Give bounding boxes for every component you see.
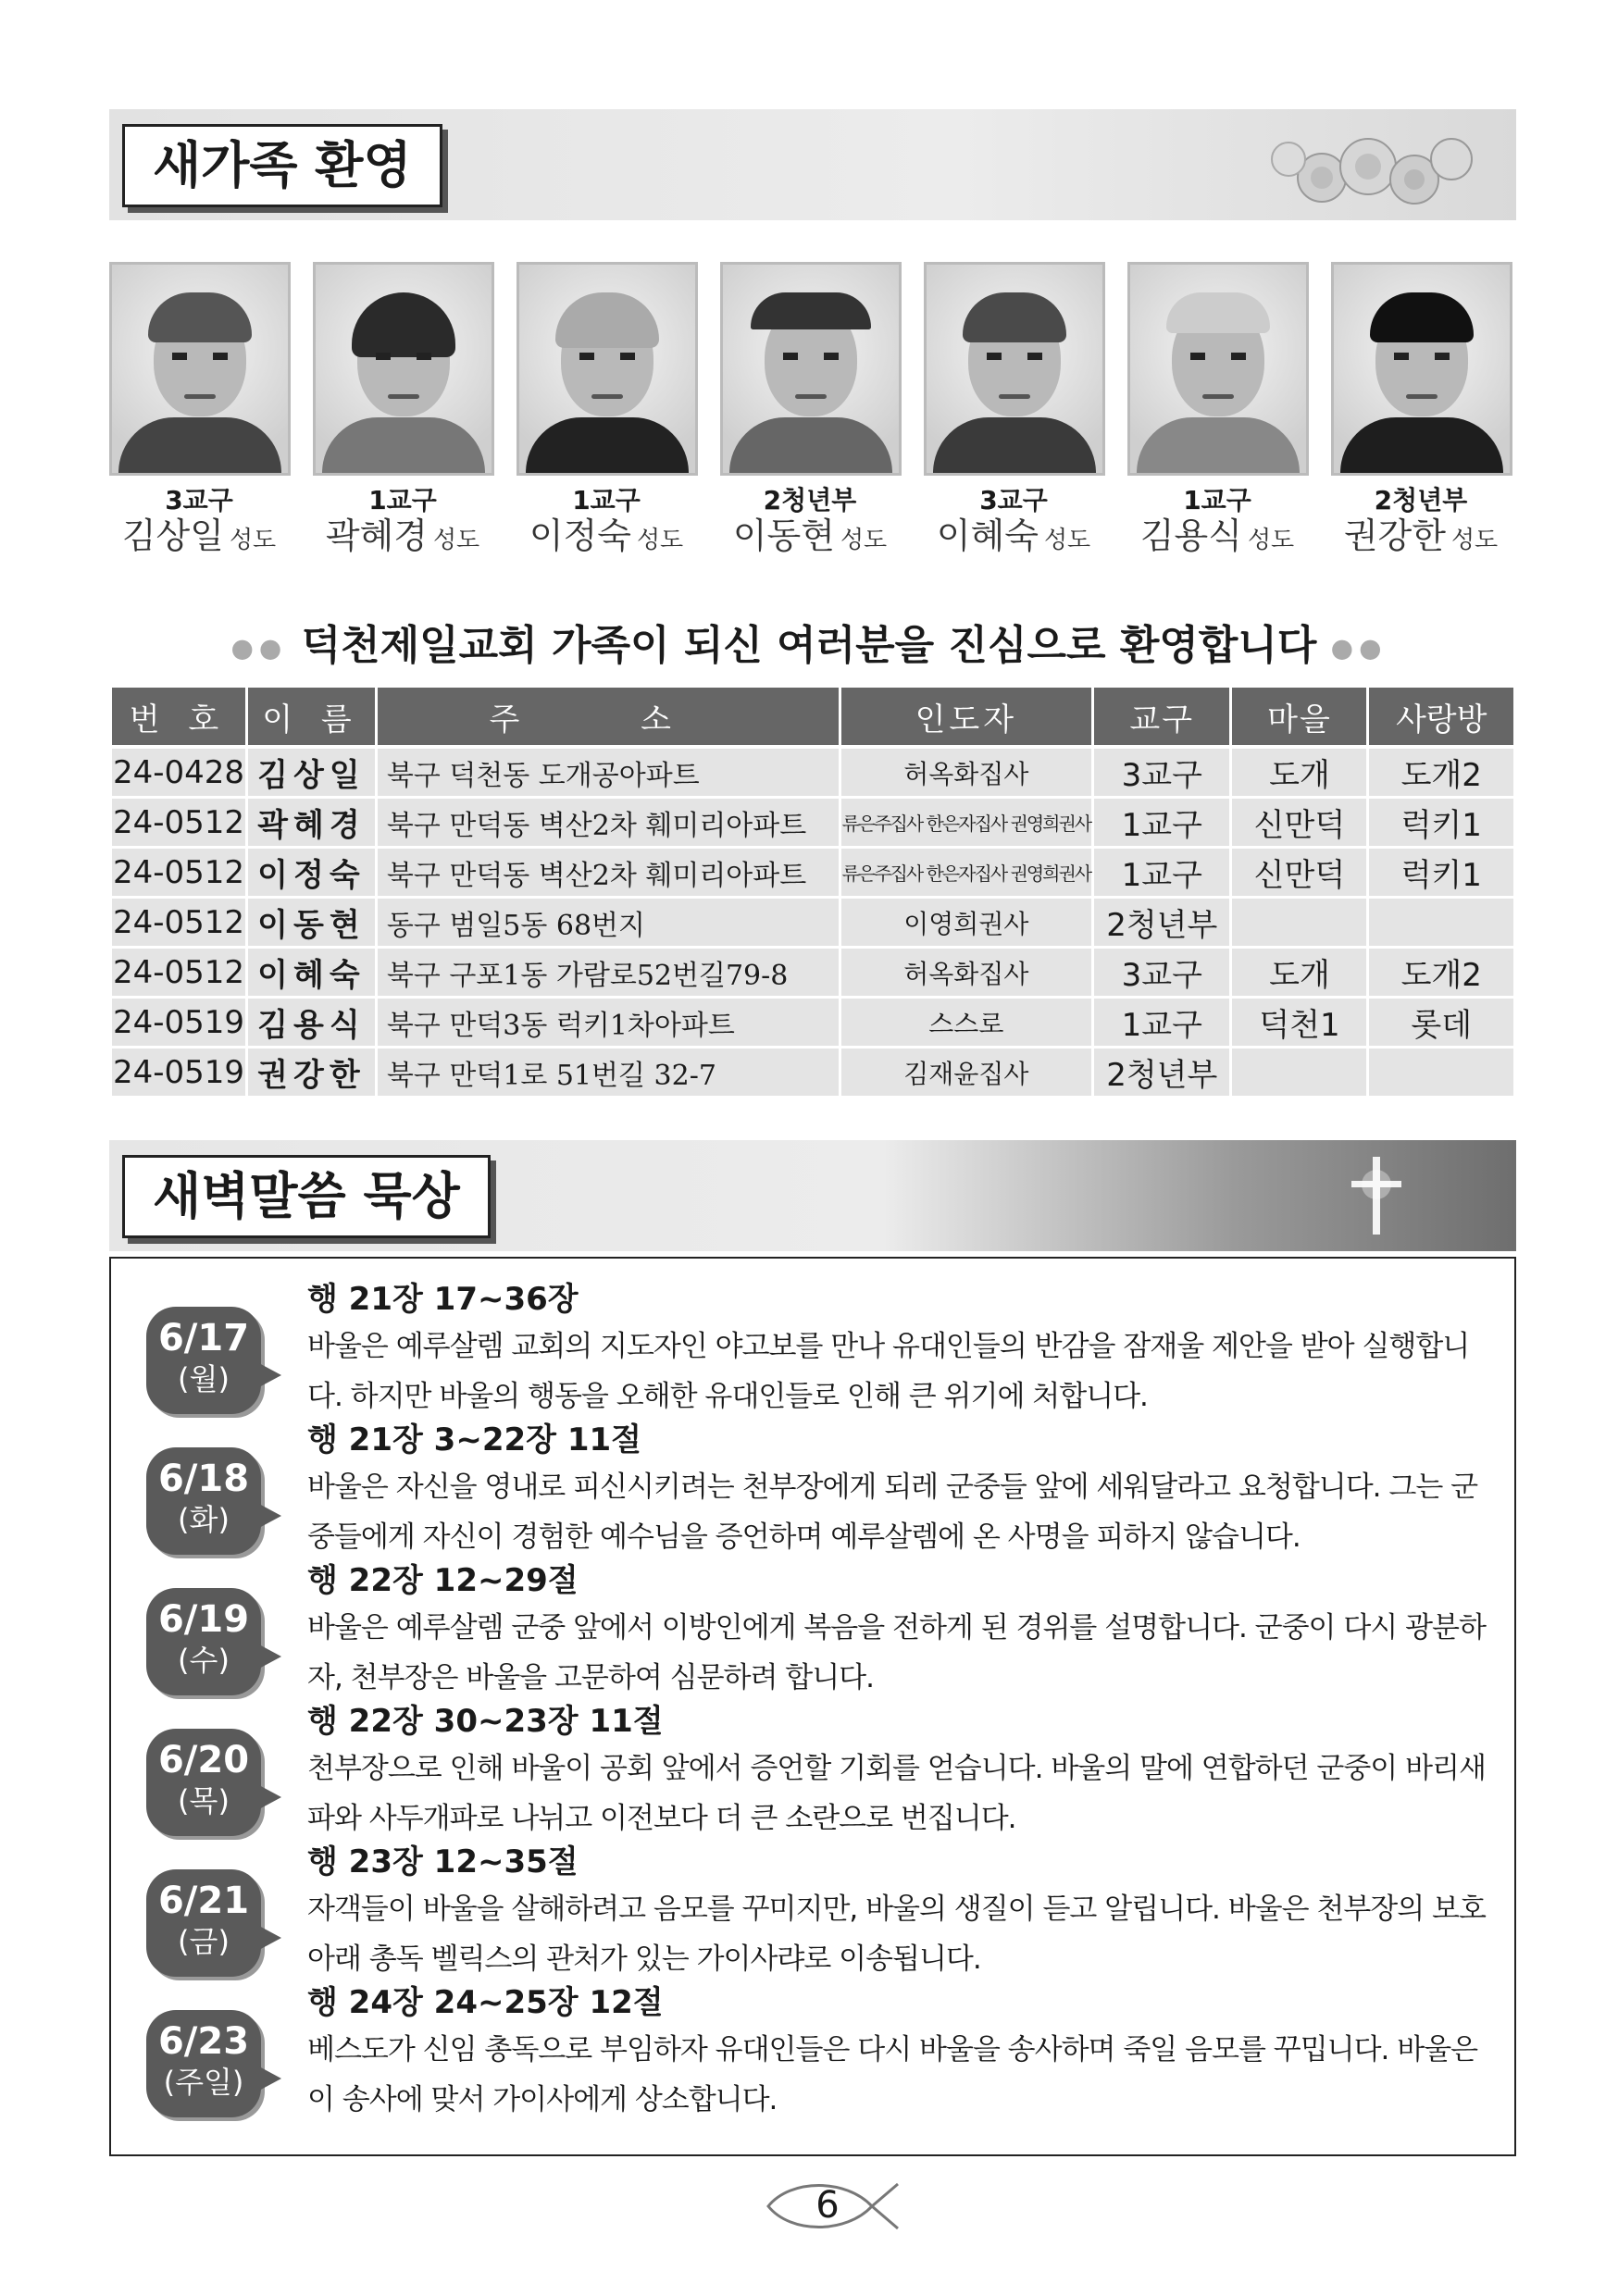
- member-card: [1331, 262, 1511, 562]
- col-header-name: 이 름: [248, 688, 375, 749]
- welcome-section-header: [109, 109, 1516, 220]
- devotion-text: 바울은 예루살렘 군중 앞에서 이방인에게 복음을 전하게 된 경위를 설명합니다. 군중이 다시 광분하자, 천부장은 바울을 고문하여 심문하려 합니다.: [307, 1611, 1486, 1694]
- member-dept: 1교구: [1183, 485, 1251, 515]
- member-card: [924, 262, 1103, 562]
- member-dept: 2청년부: [763, 485, 857, 515]
- date-bubble: 6/19 (수): [146, 1588, 261, 1695]
- welcome-section-title: 새가족 환영: [122, 124, 442, 207]
- devotion-text: 베스도가 신임 총독으로 부임하자 유대인들은 다시 바울을 송사하며 죽일 음모를 꾸밉니다. 바울은 이 송사에 맞서 가이사에게 상소합니다.: [307, 2033, 1478, 2116]
- member-card: [313, 262, 492, 562]
- scripture-ref: 행 24장 24~25장 12절: [307, 1984, 664, 2021]
- member-dept: 1교구: [572, 485, 641, 515]
- devotion-text: 자객들이 바울을 살해하려고 음모를 꾸미지만, 바울의 생질이 듣고 알립니다. 바울은 천부장의 보호 아래 총독 벨릭스의 관처가 있는 가이사랴로 이송됩니다.: [307, 1893, 1486, 1976]
- page-number: 6: [763, 2173, 902, 2240]
- member-photo: [1331, 262, 1512, 476]
- member-photo: [1127, 262, 1309, 476]
- member-name: 김상일 성도: [121, 515, 277, 556]
- col-header-address: 주 소: [378, 688, 839, 749]
- table-row: 24-0519 권강한 북구 만덕1로 51번길 32-7 김재윤집사 2청년부: [112, 1049, 1513, 1098]
- member-photo: [313, 262, 494, 476]
- table-row: 24-0512 이동현 동구 범일5동 68번지 이영희권사 2청년부: [112, 899, 1513, 949]
- date-bubble: 6/17 (월): [146, 1307, 261, 1414]
- date-bubble: 6/18 (화): [146, 1447, 261, 1555]
- col-header-number: 번 호: [112, 688, 245, 749]
- dots-left-icon: ●●: [230, 632, 288, 664]
- member-photo: [109, 262, 291, 476]
- roses-icon: [1266, 122, 1488, 207]
- devotion-section-header: [109, 1140, 1516, 1251]
- member-name: 이혜숙 성도: [936, 515, 1091, 556]
- member-name: 권강한 성도: [1343, 515, 1499, 556]
- scripture-ref: 행 23장 12~35절: [307, 1843, 579, 1880]
- member-name: 이정숙 성도: [529, 515, 684, 556]
- col-header-village: 마을: [1232, 688, 1366, 749]
- member-dept: 3교구: [165, 485, 233, 515]
- date-bubble: 6/21 (금): [146, 1869, 261, 1977]
- col-header-dept: 교구: [1094, 688, 1229, 749]
- col-header-guide: 인도자: [841, 688, 1092, 749]
- registration-table: [109, 688, 1516, 1098]
- table-header-row: [112, 688, 1513, 749]
- member-card: [1127, 262, 1307, 562]
- welcome-message: ●● 덕천제일교회 가족이 되신 여러분을 진심으로 환영합니다 ●●: [230, 622, 1388, 669]
- table-row: 24-0519 김용식 북구 만덕3동 럭키1차아파트 스스로 1교구 덕천1 롯데: [112, 999, 1513, 1049]
- devotion-text: 천부장으로 인해 바울이 공회 앞에서 증언할 기회를 얻습니다. 바울의 말에 연합하던 군중이 바리새파와 사두개파로 나뉘고 이전보다 더 큰 소란으로 번집니다.: [307, 1752, 1486, 1835]
- scripture-ref: 행 21장 17~36장: [307, 1281, 579, 1318]
- member-dept: 1교구: [368, 485, 437, 515]
- scripture-ref: 행 22장 12~29절: [307, 1562, 579, 1599]
- member-card: [720, 262, 900, 562]
- member-card: [109, 262, 289, 562]
- col-header-group: 사랑방: [1369, 688, 1513, 749]
- cross-icon: [1331, 1149, 1424, 1242]
- table-row: 24-0428 김상일 북구 덕천동 도개공아파트 허옥화집사 3교구 도개 도개2: [112, 749, 1513, 799]
- member-dept: 2청년부: [1374, 485, 1468, 515]
- dots-right-icon: ●●: [1330, 632, 1388, 664]
- member-name: 곽혜경 성도: [325, 515, 480, 556]
- scripture-ref: 행 21장 3~22장 11절: [307, 1421, 641, 1458]
- date-bubble: 6/23 (주일): [146, 2010, 261, 2117]
- devotion-text: 바울은 자신을 영내로 피신시키려는 천부장에게 되레 군중들 앞에 세워달라고 요청합니다. 그는 군중들에게 자신이 경험한 예수님을 증언하며 예루살렘에 온 사명을 피하지 않습니다.: [307, 1471, 1478, 1554]
- table-row: 24-0512 이혜숙 북구 구포1동 가람로52번길79-8 허옥화집사 3교구 도개 도개2: [112, 949, 1513, 999]
- date-bubble: 6/20 (목): [146, 1729, 261, 1836]
- member-card: [517, 262, 696, 562]
- table-row: 24-0512 이정숙 북구 만덕동 벽산2차 훼미리아파트 류은주집사 한은자집사 권영희권사 1교구 신만덕 럭키1: [112, 849, 1513, 899]
- member-name: 김용식 성도: [1139, 515, 1295, 556]
- devotion-list: [109, 1257, 1516, 2156]
- member-dept: 3교구: [979, 485, 1048, 515]
- member-photo: [517, 262, 698, 476]
- table-row: 24-0512 곽혜경 북구 만덕동 벽산2차 훼미리아파트 류은주집사 한은자집사 권영희권사 1교구 신만덕 럭키1: [112, 799, 1513, 849]
- devotion-section-title: 새벽말씀 묵상: [122, 1155, 491, 1238]
- member-photo: [720, 262, 902, 476]
- scripture-ref: 행 22장 30~23장 11절: [307, 1703, 664, 1740]
- member-name: 이동현 성도: [732, 515, 888, 556]
- devotion-text: 바울은 예루살렘 교회의 지도자인 야고보를 만나 유대인들의 반감을 잠재울 제안을 받아 실행합니다. 하지만 바울의 행동을 오해한 유대인들로 인해 큰 위기에 처합니다.: [307, 1330, 1470, 1413]
- member-photo: [924, 262, 1105, 476]
